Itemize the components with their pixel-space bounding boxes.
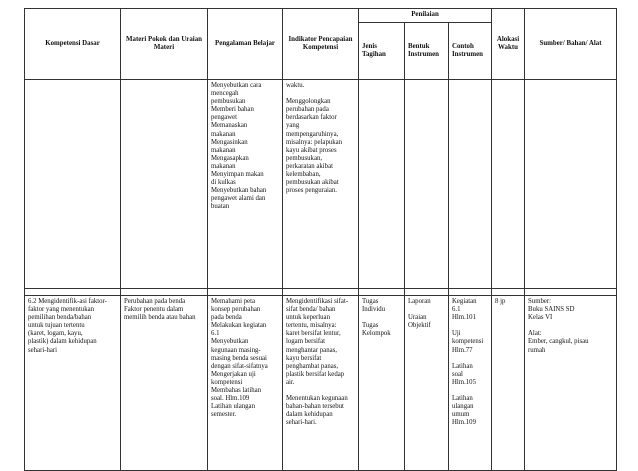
cell-contoh: Kegiatan 6.1 Hlm.101 Uji kompetensi Hlm.77 Latihan soal Hlm.105 Latihan ulangan umum Hlm.109 (449, 296, 492, 471)
cell-bentuk: Laporan Uraian Objektif (405, 296, 449, 471)
table-row (25, 296, 617, 471)
syllabus-sheet (24, 8, 616, 471)
table-row (25, 80, 617, 289)
cell-contoh (449, 80, 492, 289)
syllabus-table (24, 8, 617, 471)
header-jenis-tagihan: Jenis Tagihan (359, 23, 405, 80)
cell-bentuk (405, 80, 449, 289)
header-bentuk-instrumen: Bentuk Instrumen (405, 23, 449, 80)
header-sumber: Sumber/ Bahan/ Alat (525, 9, 617, 80)
cell-pengalaman: Memahami peta konsep perubahan pada benda Melakukan kegiatan 6.1 Menyebutkan kegunaan masing- masing benda sesuai dengan sifat-sifatnya Mengerjakan uji kompetensi Membahas latihan soal. Hlm.109 Latihan ulangan semester. (208, 296, 283, 471)
cell-jenis: Tugas Individu Tugas Kelompok (359, 296, 405, 471)
header-row (25, 9, 617, 23)
cell-alokasi (492, 80, 525, 289)
header-alokasi-waktu: Alokasi Waktu (492, 9, 525, 80)
header-penilaian: Penilaian (359, 9, 492, 23)
cell-sumber (525, 80, 617, 289)
header-materi-pokok: Materi Pokok dan Uraian Materi (121, 9, 208, 80)
cell-alokasi: 8 jp (492, 296, 525, 471)
header-kompetensi-dasar: Kompetensi Dasar (25, 9, 121, 80)
cell-kompetensi: 6.2 Mengidentifik-asi faktor- faktor yang menentukan pemilihan benda/bahan untuk tujuan tertentu (karet, logam, kayu, plastik) dalam kehidupan sehari-hari (25, 296, 121, 471)
header-indikator: Indikator Pencapaian Kompetensi (283, 9, 359, 80)
cell-materi (121, 80, 208, 289)
header-contoh-instrumen: Contoh Instrumen (449, 23, 492, 80)
cell-indikator: Mengidentifikasi sifat- sifat benda/ bahan untuk keperluan tertentu, misalnya: karet bersifat lentur, logam bersifat menghantar panas, kayu bersifat penghambat panas, plastik bersifat kedap air. Menentukan kegunaan bahan-bahan tersebut dalam kehidupan sehari-hari. (283, 296, 359, 471)
spacer-row (25, 289, 617, 296)
cell-sumber: Sumber: Buku SAINS SD Kelas VI Alat: Ember, cangkul, pisau rumah (525, 296, 617, 471)
cell-materi: Perubahan pada benda Faktor penentu dalam memilih benda atau bahan (121, 296, 208, 471)
cell-kompetensi (25, 80, 121, 289)
cell-jenis (359, 80, 405, 289)
cell-pengalaman: Menyebutkan cara mencegah pembusukan Memberi bahan pengawet Memanaskan makanan Mengasinkan makanan Mengasapkan makanan Menyimpan makan di kulkas Menyebutkan bahan pengawet alami dan buatan (208, 80, 283, 289)
header-pengalaman-belajar: Pengalaman Belajar (208, 9, 283, 80)
cell-indikator: waktu. Menggolongkan perubahan pada berdasarkan faktor yang mempengaruhinya, misalnya: pelapukan kayu akibat proses pembusukan, perkaratan akibat kelembaban, pembusukan akibat proses penguraian. (283, 80, 359, 289)
